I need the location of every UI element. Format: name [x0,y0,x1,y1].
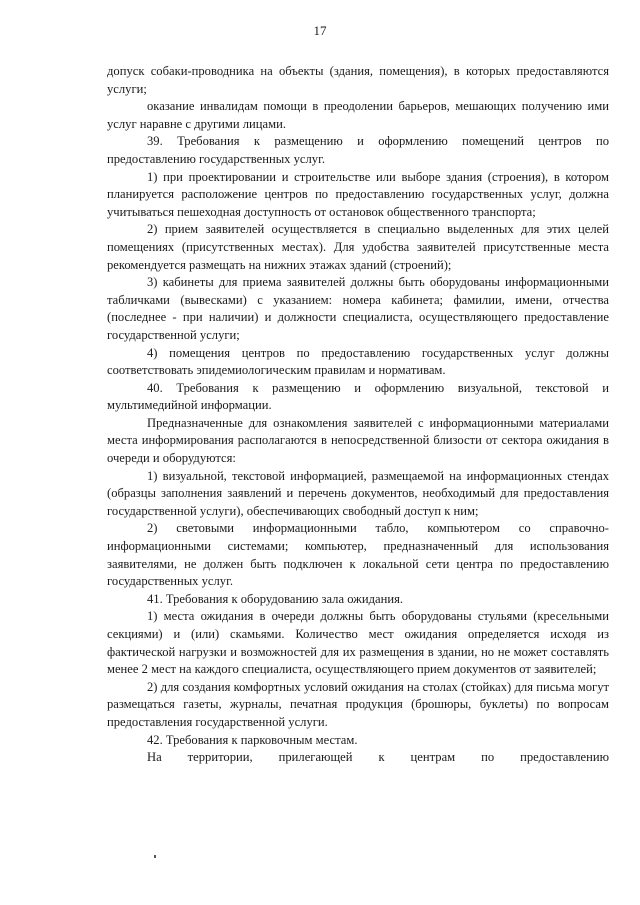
scan-mark [154,855,156,858]
paragraph: оказание инвалидам помощи в преодолении барьеров, мешающих получению ими услуг наравне с другими лицами. [107,99,609,131]
paragraph: 39. Требования к размещению и оформлению помещений центров по предоставлению государственных услуг. [107,134,609,166]
paragraph: допуск собаки-проводника на объекты (здания, помещения), в которых предоставляются услуги; [107,64,609,96]
paragraph: 1) при проектировании и строительстве или выборе здания (строения), в котором планируется расположение центров по предоставлению государственных услуг, должна учитываться пешеходная доступность от остановок общественного транспорта; [107,169,609,219]
paragraph: 2) прием заявителей осуществляется в специально выделенных для этих целей помещениях (присутственных местах). Для удобства заявителей присутственные места рекомендуется размещать на нижних этажах зданий (строений); [107,222,609,272]
paragraph: На территории, прилегающей к центрам по предоставлению [147,750,609,765]
paragraph: 2) световыми информационными табло, компьютером со справочно-информационными системами; компьютер, предназначенный для использования заявителями, не должен быть подключен к локальной сети центра по предоставлению государственных услуг. [107,521,609,589]
paragraph: 2) для создания комфортных условий ожидания на столах (стойках) для письма могут размещаться газеты, журналы, печатная продукция (брошюры, буклеты) по вопросам предоставления государственной услуги. [107,679,609,729]
paragraph: 42. Требования к парковочным местам. [147,732,358,747]
page-number: 17 [313,23,327,38]
paragraph: 1) визуальной, текстовой информацией, размещаемой на информационных стендах (образцы заполнения заявлений и перечень документов, необходимый для предоставления государственной услуги), обеспечивающих свободный доступ к ним; [107,468,609,518]
paragraph: Предназначенные для ознакомления заявителей с информационными материалами места информирования располагаются в непосредственной близости от сектора ожидания в очереди и оборудуются: [107,415,609,466]
paragraph: 40. Требования к размещению и оформлению визуальной, текстовой и мультимедийной информации. [107,380,609,413]
paragraph: 4) помещения центров по предоставлению государственных услуг должны соответствовать эпидемиологическим правилам и нормативам. [107,345,609,378]
paragraph: 41. Требования к оборудованию зала ожидания. [147,591,404,606]
paragraph: 3) кабинеты для приема заявителей должны быть оборудованы информационными табличками (вывесками) с указанием: номера кабинета; фамилии, имени, отчества (последнее - при наличии) и должности специалиста, осуществляющего предоставление государственной услуги; [107,275,609,342]
paragraph: 1) места ожидания в очереди должны быть оборудованы стульями (кресельными секциями) и (или) скамьями. Количество мест ожидания определяется исходя из фактической нагрузки и возможностей для их размещения в здании, но не может составлять менее 2 мест на каждого специалиста, осуществляющего прием документов от заявителей; [107,609,609,677]
document-body [107,63,609,767]
